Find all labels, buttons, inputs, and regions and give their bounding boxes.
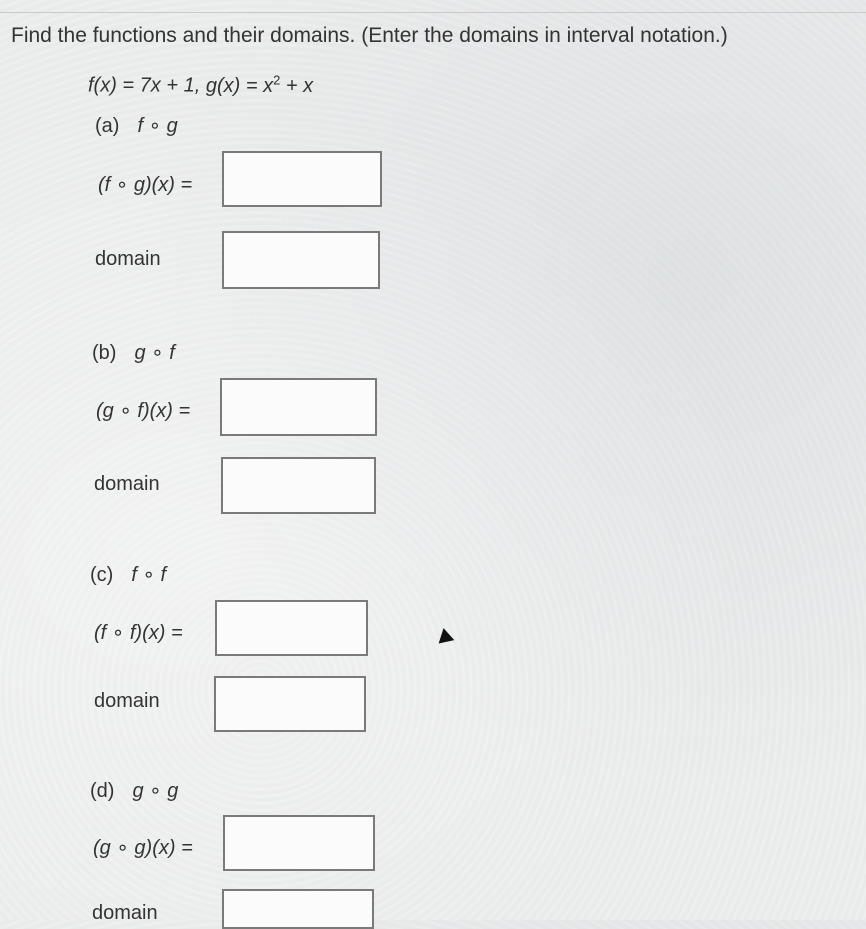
part-a-answer-input[interactable]: [222, 151, 382, 207]
part-a-domain-label: domain: [95, 248, 161, 270]
part-d-expression: (g ∘ g)(x) =: [93, 837, 193, 859]
part-c-heading: (c) f ∘ f: [90, 564, 167, 586]
mouse-cursor-icon: [436, 626, 455, 643]
part-b-domain-label: domain: [94, 473, 160, 495]
part-d-heading: (d) g ∘ g: [90, 780, 179, 802]
part-b-heading: (b) g ∘ f: [92, 342, 175, 364]
part-c-domain-label: domain: [94, 690, 160, 712]
part-c-domain-input[interactable]: [214, 676, 366, 732]
f-definition: f(x) = 7x + 1,: [88, 74, 201, 97]
part-a-domain-input[interactable]: [222, 231, 380, 289]
top-divider: [0, 12, 866, 13]
g-definition: $g(x) = x^2 + x$: [205, 72, 314, 97]
instructions: Find the functions and their domains. (Enter the domains in interval notation.): [11, 24, 728, 47]
function-definitions: [88, 72, 313, 98]
part-b-expression: (g ∘ f)(x) =: [96, 400, 191, 422]
part-c-expression: (f ∘ f)(x) =: [94, 622, 183, 644]
part-c-answer-input[interactable]: [215, 600, 368, 656]
part-a-heading: (a) f ∘ g: [95, 115, 178, 137]
part-a-expression: (f ∘ g)(x) =: [98, 174, 193, 196]
part-b-answer-input[interactable]: [220, 378, 377, 436]
part-d-answer-input[interactable]: [223, 815, 375, 871]
part-b-domain-input[interactable]: [221, 457, 376, 514]
part-d-domain-input[interactable]: [222, 889, 374, 929]
part-d-domain-label: domain: [92, 902, 158, 924]
